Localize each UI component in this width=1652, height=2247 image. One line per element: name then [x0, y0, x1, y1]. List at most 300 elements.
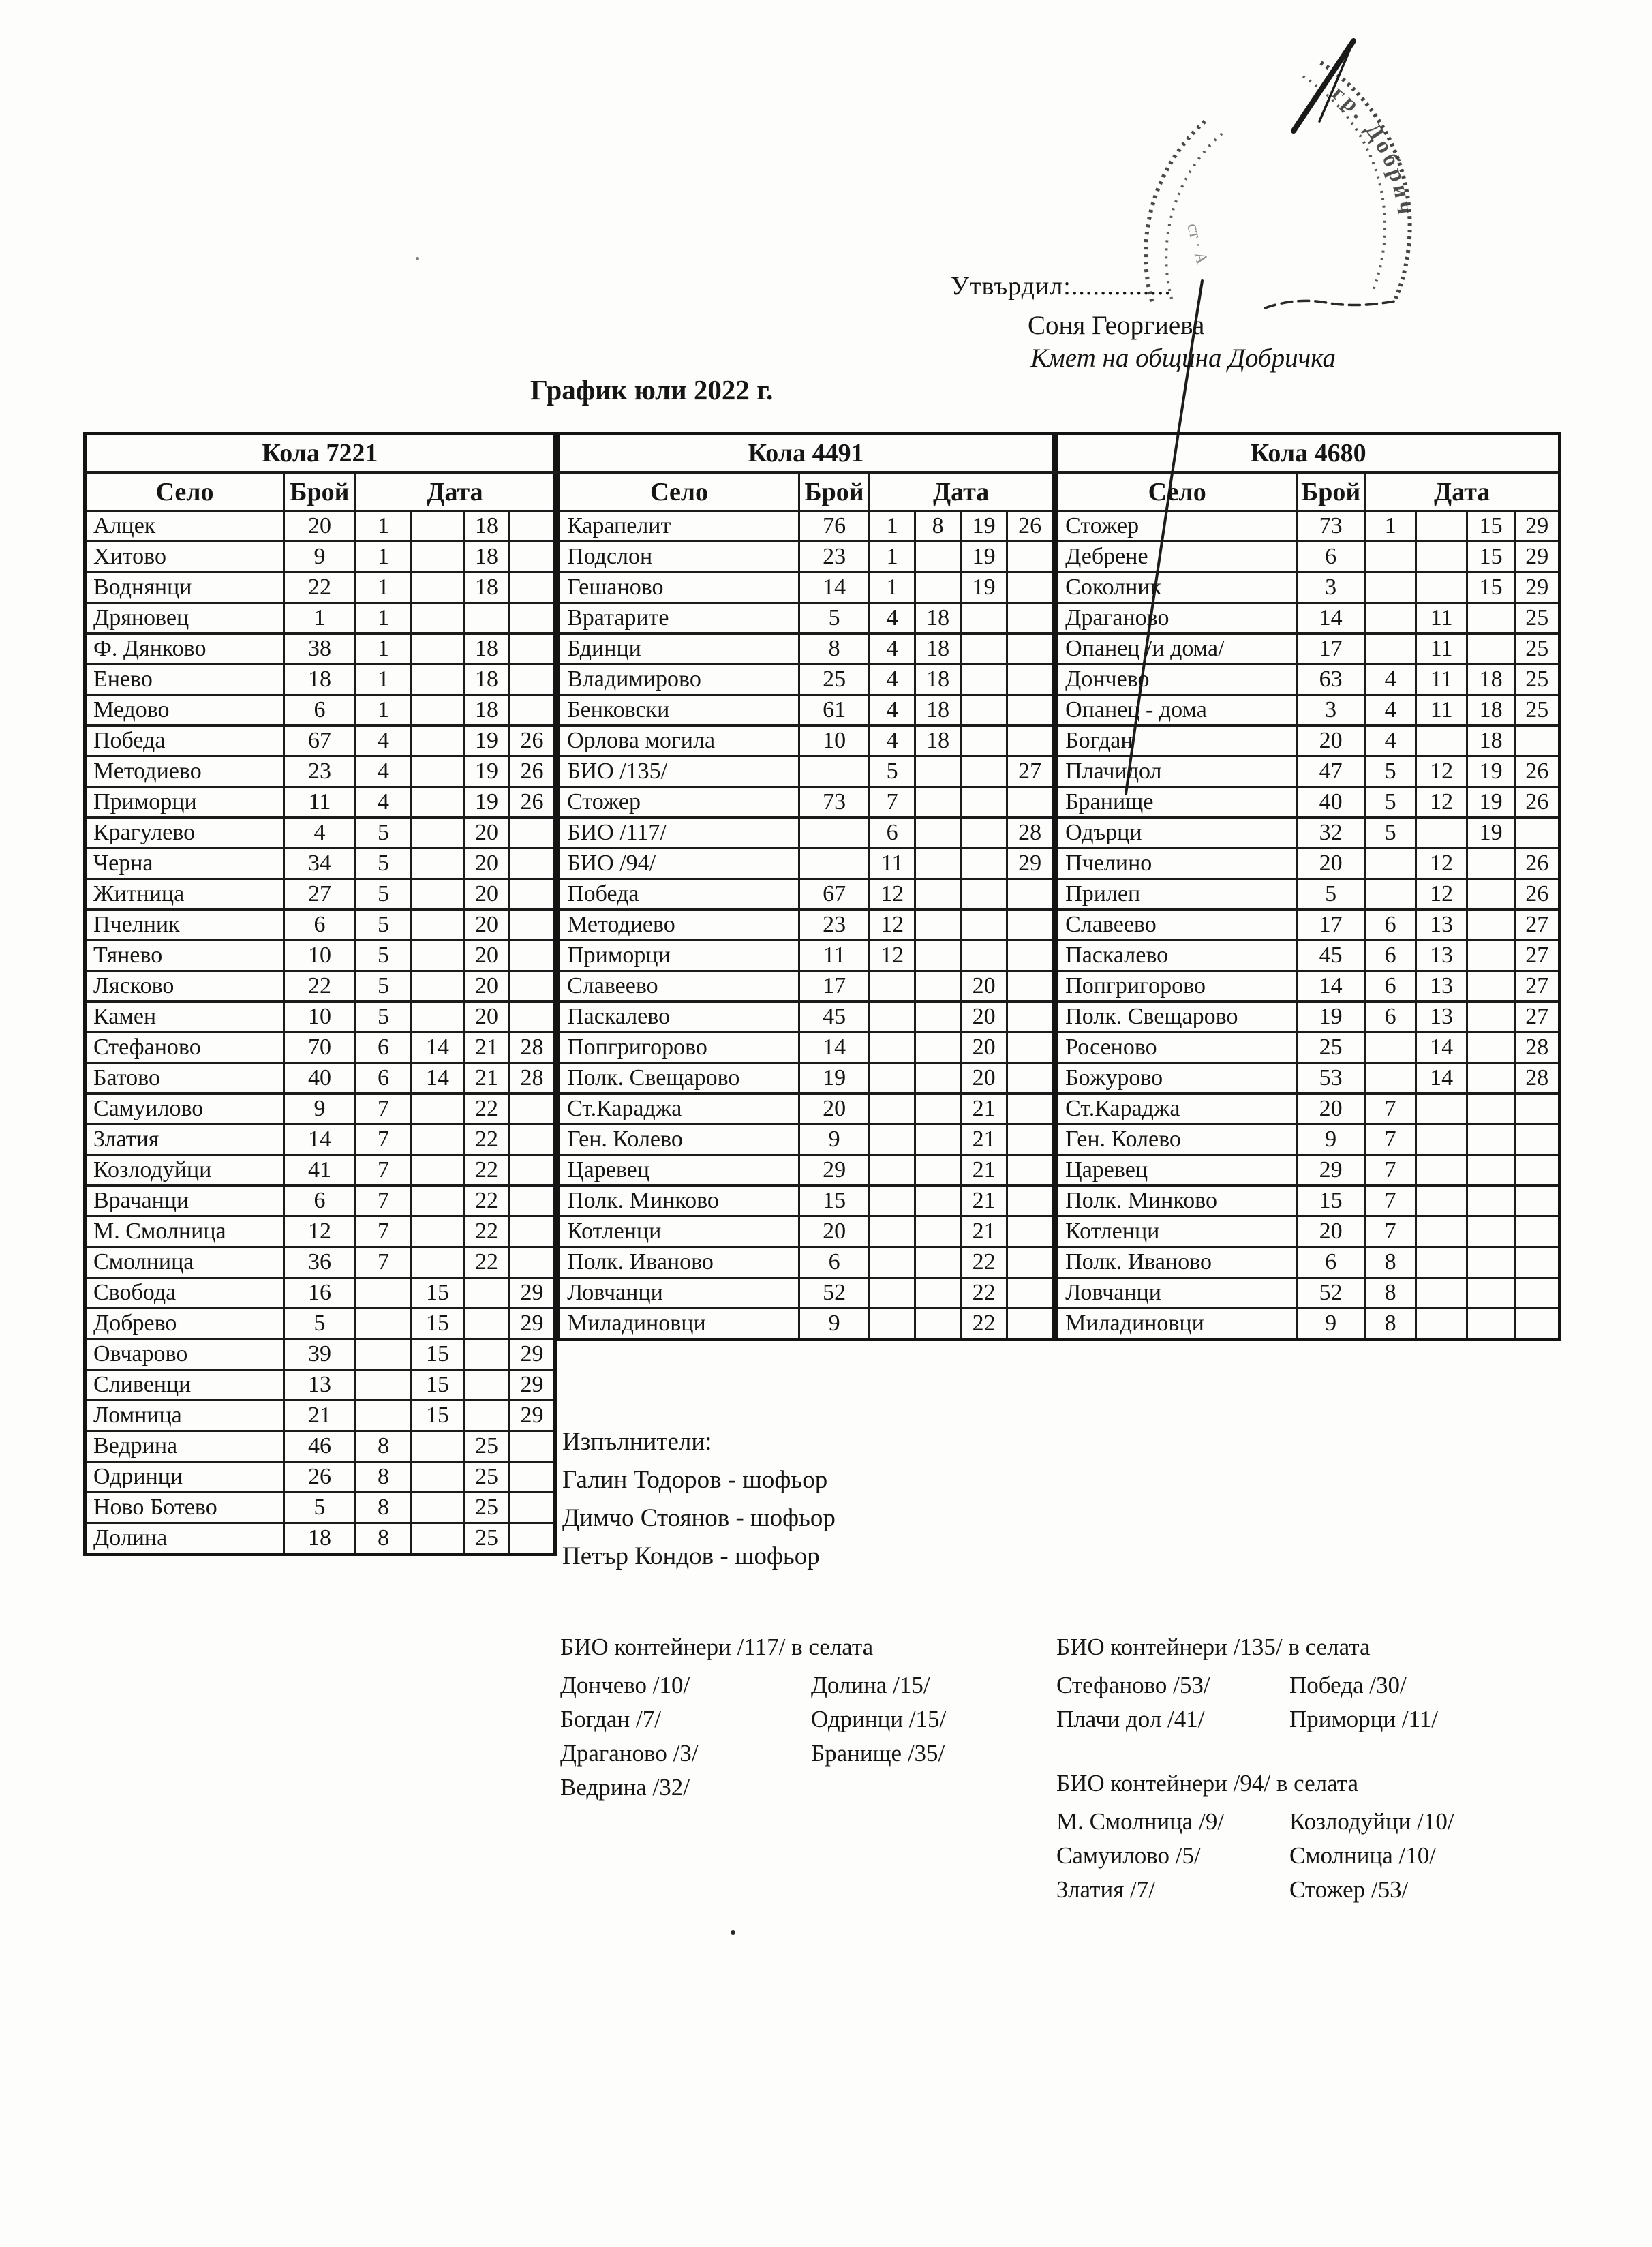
- date-cell: 26: [510, 726, 555, 756]
- table-row: [1057, 849, 1560, 879]
- column-header-row: [1057, 473, 1560, 511]
- date-cell: [510, 634, 555, 664]
- date-cell: [961, 603, 1007, 634]
- village-cell: Ст.Караджа: [1057, 1094, 1297, 1125]
- date-column-header: Дата: [870, 473, 1054, 511]
- date-cell: 22: [464, 1217, 510, 1247]
- date-cell: [412, 971, 464, 1002]
- date-cell: [1416, 818, 1467, 849]
- village-cell: Плачидол: [1057, 756, 1297, 787]
- table-row: [1057, 603, 1560, 634]
- date-cell: [356, 1309, 412, 1339]
- date-cell: [1416, 1309, 1467, 1340]
- count-cell: 20: [1297, 849, 1365, 879]
- count-cell: 20: [1297, 1217, 1365, 1247]
- date-cell: 28: [1515, 1063, 1560, 1094]
- date-cell: [510, 542, 555, 572]
- bio-note-item: Плачи дол /41/: [1056, 1706, 1205, 1732]
- table-row: [559, 1063, 1054, 1094]
- count-cell: 23: [799, 542, 870, 572]
- date-cell: 7: [1365, 1125, 1416, 1155]
- date-cell: 5: [356, 879, 412, 910]
- table-row: [1057, 941, 1560, 971]
- date-cell: 19: [1467, 756, 1515, 787]
- bio-note-right-column: [1289, 1805, 1454, 1907]
- count-cell: 20: [799, 1094, 870, 1125]
- date-cell: 4: [356, 726, 412, 756]
- date-cell: 7: [356, 1217, 412, 1247]
- table-row: [85, 726, 555, 756]
- village-cell: Опанец - дома: [1057, 695, 1297, 726]
- count-cell: 9: [799, 1125, 870, 1155]
- date-cell: [1365, 634, 1416, 664]
- date-cell: [510, 572, 555, 603]
- date-cell: [1467, 1217, 1515, 1247]
- date-cell: 12: [1416, 849, 1467, 879]
- count-cell: 5: [799, 603, 870, 634]
- date-cell: [412, 1247, 464, 1278]
- date-cell: 4: [870, 603, 915, 634]
- date-cell: [870, 1217, 915, 1247]
- village-cell: Смолница: [85, 1247, 284, 1278]
- date-cell: [412, 603, 464, 634]
- date-cell: [1467, 1309, 1515, 1340]
- date-cell: [510, 971, 555, 1002]
- village-cell: Полк. Минково: [559, 1186, 799, 1217]
- date-cell: 22: [464, 1247, 510, 1278]
- village-column-header: Село: [559, 473, 799, 511]
- date-cell: [412, 1431, 464, 1462]
- count-cell: 40: [284, 1063, 356, 1094]
- approver-name: Соня Георгиева: [1028, 311, 1205, 340]
- date-cell: 18: [915, 664, 961, 695]
- village-cell: Ловчанци: [1057, 1278, 1297, 1309]
- date-cell: 5: [870, 756, 915, 787]
- date-cell: [1515, 726, 1560, 756]
- village-cell: Попгригорово: [559, 1033, 799, 1063]
- count-cell: 27: [284, 879, 356, 910]
- table-row: [559, 695, 1054, 726]
- count-cell: 17: [1297, 634, 1365, 664]
- date-cell: 8: [915, 511, 961, 542]
- date-cell: [915, 910, 961, 941]
- date-cell: 15: [1467, 542, 1515, 572]
- date-cell: [961, 787, 1007, 818]
- car-table-4491: [557, 432, 1055, 1341]
- bio-note-item: Стожер /53/: [1289, 1876, 1409, 1903]
- date-cell: [464, 1309, 510, 1339]
- table-row: [85, 1401, 555, 1431]
- bio-note-left-column: [1056, 1805, 1289, 1907]
- car-header-row: [559, 434, 1054, 473]
- table-row: [559, 1278, 1054, 1309]
- date-cell: 18: [915, 695, 961, 726]
- date-cell: 5: [356, 1002, 412, 1033]
- date-cell: [1467, 1155, 1515, 1186]
- date-cell: 28: [1515, 1033, 1560, 1063]
- date-cell: 7: [1365, 1217, 1416, 1247]
- village-cell: Сливенци: [85, 1370, 284, 1401]
- village-cell: Стожер: [559, 787, 799, 818]
- date-cell: [1365, 1063, 1416, 1094]
- date-cell: 25: [464, 1523, 510, 1555]
- village-cell: Ген. Колево: [1057, 1125, 1297, 1155]
- date-cell: 19: [1467, 818, 1515, 849]
- table-row: [559, 1002, 1054, 1033]
- date-cell: [412, 695, 464, 726]
- bio-note-item: Самуилово /5/: [1056, 1842, 1201, 1869]
- table-row: [1057, 1063, 1560, 1094]
- bio-note-item: Смолница /10/: [1289, 1842, 1436, 1869]
- count-cell: 16: [284, 1278, 356, 1309]
- village-cell: БИО /94/: [559, 849, 799, 879]
- count-cell: 6: [284, 910, 356, 941]
- date-cell: 18: [464, 664, 510, 695]
- date-cell: 4: [870, 634, 915, 664]
- date-cell: [1007, 1278, 1054, 1309]
- village-cell: Котленци: [559, 1217, 799, 1247]
- village-cell: Крагулево: [85, 818, 284, 849]
- date-cell: 5: [1365, 818, 1416, 849]
- table-row: [1057, 756, 1560, 787]
- schedule-table: [83, 432, 1561, 1556]
- date-cell: [915, 971, 961, 1002]
- date-cell: 12: [1416, 787, 1467, 818]
- bio-note-item: Дончево /10/: [560, 1672, 690, 1698]
- bio-note-left-column: [1056, 1668, 1289, 1737]
- date-cell: 11: [1416, 634, 1467, 664]
- village-cell: Богдан: [1057, 726, 1297, 756]
- table-row: [559, 726, 1054, 756]
- table-row: [85, 511, 555, 542]
- date-cell: [356, 1370, 412, 1401]
- date-cell: [915, 941, 961, 971]
- count-cell: 39: [284, 1339, 356, 1370]
- date-cell: 20: [464, 849, 510, 879]
- village-cell: Житница: [85, 879, 284, 910]
- date-cell: [510, 664, 555, 695]
- executor-item: Галин Тодоров - шофьор: [562, 1466, 828, 1494]
- date-cell: [464, 603, 510, 634]
- date-cell: [1467, 603, 1515, 634]
- village-cell: Алцек: [85, 511, 284, 542]
- table-row: [85, 941, 555, 971]
- count-cell: 21: [284, 1401, 356, 1431]
- count-cell: 9: [284, 1094, 356, 1125]
- table-row: [559, 1125, 1054, 1155]
- village-cell: Победа: [85, 726, 284, 756]
- date-cell: 27: [1515, 910, 1560, 941]
- date-cell: 8: [1365, 1247, 1416, 1278]
- village-cell: Приморци: [85, 787, 284, 818]
- date-cell: [1416, 1247, 1467, 1278]
- bio-note-item: Приморци /11/: [1289, 1706, 1439, 1732]
- date-cell: [412, 1186, 464, 1217]
- date-cell: 21: [464, 1033, 510, 1063]
- date-cell: [915, 1063, 961, 1094]
- date-column-header: Дата: [356, 473, 555, 511]
- date-cell: [961, 695, 1007, 726]
- date-cell: 1: [356, 664, 412, 695]
- date-cell: [1467, 1186, 1515, 1217]
- table-row: [85, 695, 555, 726]
- date-cell: 7: [356, 1155, 412, 1186]
- date-cell: [961, 818, 1007, 849]
- village-cell: Одърци: [1057, 818, 1297, 849]
- date-cell: [1515, 1125, 1560, 1155]
- bio-note-right-column: [1289, 1668, 1438, 1737]
- date-cell: [412, 787, 464, 818]
- date-cell: 8: [356, 1493, 412, 1523]
- village-cell: Методиево: [559, 910, 799, 941]
- date-cell: [1416, 542, 1467, 572]
- date-cell: [1467, 1125, 1515, 1155]
- table-row: [1057, 879, 1560, 910]
- date-cell: 1: [870, 542, 915, 572]
- table-row: [1057, 971, 1560, 1002]
- count-cell: 5: [284, 1493, 356, 1523]
- count-cell: 13: [284, 1370, 356, 1401]
- date-cell: 26: [1515, 787, 1560, 818]
- count-cell: 20: [284, 511, 356, 542]
- bio-note-heading: БИО контейнери /94/ в селата: [1056, 1770, 1358, 1797]
- village-cell: Ломница: [85, 1401, 284, 1431]
- table-row: [559, 849, 1054, 879]
- date-cell: [510, 1155, 555, 1186]
- date-cell: 1: [356, 603, 412, 634]
- bio-note-item: Одринци /15/: [811, 1706, 947, 1732]
- village-cell: Гешаново: [559, 572, 799, 603]
- table-row: [559, 1309, 1054, 1340]
- count-cell: 41: [284, 1155, 356, 1186]
- date-cell: 19: [464, 756, 510, 787]
- date-cell: 19: [961, 511, 1007, 542]
- date-cell: [915, 879, 961, 910]
- bio-note-135: [1056, 1630, 1438, 1737]
- bio-note-heading: БИО контейнери /117/ в селата: [560, 1634, 874, 1660]
- date-cell: [1365, 1033, 1416, 1063]
- date-cell: 15: [412, 1401, 464, 1431]
- date-cell: 13: [1416, 941, 1467, 971]
- date-cell: [510, 849, 555, 879]
- count-cell: 1: [284, 603, 356, 634]
- date-cell: 19: [464, 726, 510, 756]
- table-row: [559, 603, 1054, 634]
- count-cell: 73: [799, 787, 870, 818]
- date-cell: 6: [1365, 910, 1416, 941]
- date-cell: 22: [464, 1155, 510, 1186]
- date-cell: [961, 849, 1007, 879]
- date-cell: 15: [1467, 572, 1515, 603]
- executors-heading: Изпълнители:: [562, 1428, 712, 1456]
- count-cell: 6: [1297, 542, 1365, 572]
- table-row: [559, 664, 1054, 695]
- date-cell: [412, 1125, 464, 1155]
- date-cell: 7: [356, 1247, 412, 1278]
- table-row: [1057, 1309, 1560, 1340]
- date-cell: [1467, 1247, 1515, 1278]
- table-row: [559, 1094, 1054, 1125]
- date-cell: 25: [464, 1493, 510, 1523]
- count-cell: 6: [284, 695, 356, 726]
- date-cell: [1467, 1094, 1515, 1125]
- count-cell: [799, 818, 870, 849]
- date-cell: [1365, 603, 1416, 634]
- executors-list: [562, 1461, 836, 1576]
- village-cell: Врачанци: [85, 1186, 284, 1217]
- count-cell: 36: [284, 1247, 356, 1278]
- date-cell: 1: [356, 542, 412, 572]
- date-cell: 15: [1467, 511, 1515, 542]
- count-cell: 15: [1297, 1186, 1365, 1217]
- bio-note-117: [560, 1630, 946, 1805]
- executors-block: [562, 1423, 836, 1576]
- date-cell: 18: [1467, 664, 1515, 695]
- table-row: [85, 818, 555, 849]
- village-cell: Полк. Свещарово: [559, 1063, 799, 1094]
- date-cell: [915, 787, 961, 818]
- count-cell: [799, 756, 870, 787]
- table-row: [85, 1033, 555, 1063]
- village-cell: Ловчанци: [559, 1278, 799, 1309]
- date-cell: [510, 1094, 555, 1125]
- table-row: [1057, 1094, 1560, 1125]
- date-cell: [1467, 1063, 1515, 1094]
- table-row: [85, 1217, 555, 1247]
- count-cell: 67: [284, 726, 356, 756]
- date-cell: [1007, 1309, 1054, 1340]
- date-cell: 12: [1416, 879, 1467, 910]
- date-cell: [1365, 849, 1416, 879]
- date-cell: 15: [412, 1339, 464, 1370]
- village-cell: Медово: [85, 695, 284, 726]
- date-cell: 26: [510, 787, 555, 818]
- table-row: [1057, 818, 1560, 849]
- date-cell: 8: [356, 1431, 412, 1462]
- date-cell: [1007, 971, 1054, 1002]
- date-cell: 6: [1365, 971, 1416, 1002]
- count-cell: 3: [1297, 695, 1365, 726]
- table-row: [85, 787, 555, 818]
- date-cell: [1467, 849, 1515, 879]
- count-cell: 6: [284, 1186, 356, 1217]
- date-cell: 18: [1467, 726, 1515, 756]
- date-cell: [1515, 818, 1560, 849]
- date-cell: [1007, 1247, 1054, 1278]
- village-cell: Овчарово: [85, 1339, 284, 1370]
- date-cell: [1007, 1217, 1054, 1247]
- count-cell: 20: [1297, 1094, 1365, 1125]
- date-cell: [510, 1431, 555, 1462]
- bio-note-item: Златия /7/: [1056, 1876, 1155, 1903]
- village-cell: Полк. Иваново: [559, 1247, 799, 1278]
- count-cell: 6: [1297, 1247, 1365, 1278]
- date-cell: 12: [870, 910, 915, 941]
- count-column-header: Брой: [284, 473, 356, 511]
- count-cell: 5: [284, 1309, 356, 1339]
- date-cell: [510, 695, 555, 726]
- bio-note-left-column: [560, 1668, 811, 1805]
- date-cell: 8: [356, 1523, 412, 1555]
- count-cell: 14: [1297, 603, 1365, 634]
- date-cell: [870, 1278, 915, 1309]
- village-cell: Ст.Караджа: [559, 1094, 799, 1125]
- count-cell: 18: [284, 1523, 356, 1555]
- date-cell: 27: [1007, 756, 1054, 787]
- table-row: [559, 941, 1054, 971]
- count-cell: 14: [799, 1033, 870, 1063]
- date-cell: 25: [1515, 603, 1560, 634]
- village-cell: Пчелник: [85, 910, 284, 941]
- table-row: [85, 1370, 555, 1401]
- date-cell: 8: [1365, 1278, 1416, 1309]
- table-row: [559, 1155, 1054, 1186]
- village-cell: Божурово: [1057, 1063, 1297, 1094]
- count-cell: 12: [284, 1217, 356, 1247]
- date-cell: 28: [510, 1063, 555, 1094]
- count-cell: 10: [284, 1002, 356, 1033]
- table-row: [85, 756, 555, 787]
- table-row: [85, 1125, 555, 1155]
- date-column-header: Дата: [1365, 473, 1560, 511]
- date-cell: [510, 1462, 555, 1493]
- date-cell: 21: [961, 1125, 1007, 1155]
- date-cell: 7: [1365, 1186, 1416, 1217]
- village-cell: БИО /117/: [559, 818, 799, 849]
- date-cell: 26: [510, 756, 555, 787]
- count-cell: 52: [1297, 1278, 1365, 1309]
- date-cell: [870, 1247, 915, 1278]
- count-cell: 76: [799, 511, 870, 542]
- date-cell: 18: [464, 572, 510, 603]
- table-row: [85, 634, 555, 664]
- date-cell: 7: [356, 1094, 412, 1125]
- village-cell: Соколник: [1057, 572, 1297, 603]
- village-cell: Пчелино: [1057, 849, 1297, 879]
- date-cell: 26: [1007, 511, 1054, 542]
- table-row: [85, 572, 555, 603]
- table-row: [1057, 1247, 1560, 1278]
- table-row: [1057, 511, 1560, 542]
- date-cell: 6: [870, 818, 915, 849]
- date-cell: [1007, 1033, 1054, 1063]
- bio-note-item: Богдан /7/: [560, 1706, 661, 1732]
- count-cell: 14: [284, 1125, 356, 1155]
- date-cell: [412, 542, 464, 572]
- date-cell: [510, 511, 555, 542]
- table-row: [1057, 1155, 1560, 1186]
- bio-note-item: Драганово /3/: [560, 1740, 699, 1767]
- date-cell: [412, 910, 464, 941]
- village-cell: Полк. Минково: [1057, 1186, 1297, 1217]
- date-cell: 1: [356, 511, 412, 542]
- village-cell: Победа: [559, 879, 799, 910]
- table-row: [1057, 1033, 1560, 1063]
- date-cell: [1467, 634, 1515, 664]
- date-cell: 13: [1416, 971, 1467, 1002]
- date-cell: [1007, 1094, 1054, 1125]
- village-cell: Прилеп: [1057, 879, 1297, 910]
- count-cell: 53: [1297, 1063, 1365, 1094]
- date-cell: 29: [1515, 542, 1560, 572]
- date-cell: 7: [1365, 1094, 1416, 1125]
- scan-speck: [731, 1930, 735, 1935]
- count-cell: 19: [1297, 1002, 1365, 1033]
- date-cell: [1467, 879, 1515, 910]
- table-row: [1057, 664, 1560, 695]
- date-cell: [961, 910, 1007, 941]
- car-table-4680: [1055, 432, 1561, 1341]
